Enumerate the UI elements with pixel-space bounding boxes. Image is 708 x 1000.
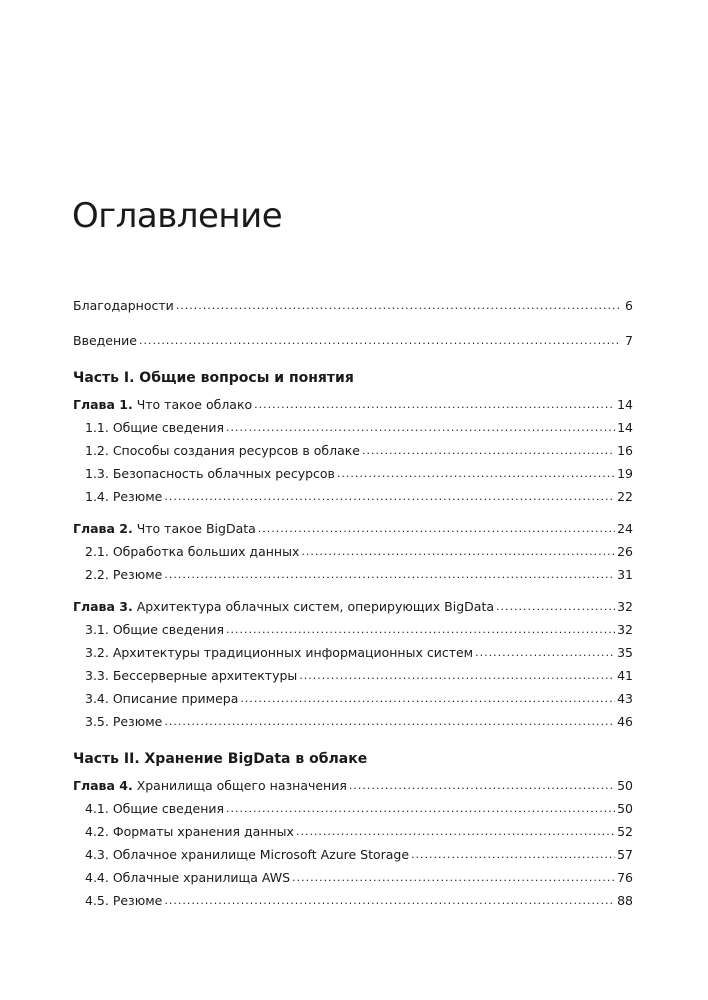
- toc-entry-page: 7: [625, 333, 633, 348]
- section-label: 3.1. Общие сведения: [85, 622, 225, 637]
- section-label: 3.4. Описание примера: [85, 691, 239, 706]
- section-entry[interactable]: [73, 693, 633, 716]
- dot-leader: [475, 647, 615, 658]
- toc-entry-page: 43: [617, 691, 633, 706]
- toc-entry-page: 41: [617, 668, 633, 683]
- section-label: 1.1. Общие сведения: [85, 420, 225, 435]
- section-entry[interactable]: [73, 422, 633, 445]
- section-entry[interactable]: [73, 716, 633, 739]
- toc-entry-page: 50: [617, 801, 633, 816]
- dot-leader: [139, 335, 619, 346]
- dot-leader: [296, 826, 615, 837]
- toc-entry-page: 52: [617, 824, 633, 839]
- section-entry[interactable]: [73, 647, 633, 670]
- toc-entry-page: 57: [617, 847, 633, 862]
- toc-entry-page: 6: [625, 298, 633, 313]
- section-entry[interactable]: [73, 872, 633, 895]
- section-label: 2.2. Резюме: [85, 567, 163, 582]
- section-entry[interactable]: [73, 624, 633, 647]
- section-entry[interactable]: [73, 826, 633, 849]
- section-label: 4.2. Форматы хранения данных: [85, 824, 294, 839]
- section-entry[interactable]: [73, 546, 633, 569]
- section-entry[interactable]: [73, 468, 633, 491]
- section-label: 2.1. Обработка больших данных: [85, 544, 300, 559]
- toc-entry-page: 32: [617, 622, 633, 637]
- toc-entry-page: 88: [617, 893, 633, 908]
- dot-leader: [301, 546, 615, 557]
- page-title: Оглавление: [72, 196, 283, 236]
- toc-entry-page: 35: [617, 645, 633, 660]
- dot-leader: [164, 569, 615, 580]
- chapter-number: Глава 4.: [73, 778, 133, 793]
- chapter-title: Что такое облако: [136, 397, 253, 412]
- toc-entry-page: 50: [617, 778, 633, 793]
- section-label: 4.4. Облачные хранилища AWS: [85, 870, 291, 885]
- dot-leader: [254, 399, 615, 410]
- section-entry[interactable]: [73, 445, 633, 468]
- dot-leader: [226, 803, 615, 814]
- section-entry[interactable]: [73, 803, 633, 826]
- dot-leader: [362, 445, 615, 456]
- chapter-entry[interactable]: [73, 399, 633, 422]
- toc-entry-page: 19: [617, 466, 633, 481]
- toc-entry-label: Благодарности: [73, 298, 174, 313]
- toc-entry-page: 31: [617, 567, 633, 582]
- chapter-number: Глава 1.: [73, 397, 133, 412]
- toc-entry-page: 14: [617, 397, 633, 412]
- dot-leader: [337, 468, 615, 479]
- part-heading: Часть II. Хранение BigData в облаке: [73, 751, 368, 767]
- part-heading: Часть I. Общие вопросы и понятия: [73, 370, 354, 386]
- chapter-entry[interactable]: [73, 601, 633, 624]
- chapter-title: Что такое BigData: [136, 521, 256, 536]
- section-label: 3.3. Бессерверные архитектуры: [85, 668, 298, 683]
- section-label: 1.3. Безопасность облачных ресурсов: [85, 466, 335, 481]
- dot-leader: [164, 491, 615, 502]
- dot-leader: [226, 422, 615, 433]
- dot-leader: [164, 716, 615, 727]
- chapter-number: Глава 2.: [73, 521, 133, 536]
- chapter-number: Глава 3.: [73, 599, 133, 614]
- toc-entry-page: 26: [617, 544, 633, 559]
- chapter-title: Хранилища общего назначения: [136, 778, 347, 793]
- dot-leader: [240, 693, 615, 704]
- section-label: 4.5. Резюме: [85, 893, 163, 908]
- dot-leader: [292, 872, 615, 883]
- dot-leader: [164, 895, 615, 906]
- dot-leader: [349, 780, 615, 791]
- dot-leader: [496, 601, 615, 612]
- section-entry[interactable]: [73, 569, 633, 592]
- dot-leader: [226, 624, 615, 635]
- toc-entry-page: 76: [617, 870, 633, 885]
- section-label: 3.5. Резюме: [85, 714, 163, 729]
- section-label: 1.4. Резюме: [85, 489, 163, 504]
- dot-leader: [258, 523, 615, 534]
- toc-entry-page: 16: [617, 443, 633, 458]
- section-label: 4.1. Общие сведения: [85, 801, 225, 816]
- toc-entry-label: Введение: [73, 333, 137, 348]
- dot-leader: [176, 300, 619, 311]
- toc-entry-page: 32: [617, 599, 633, 614]
- toc-entry-page: 22: [617, 489, 633, 504]
- toc-entry-page: 24: [617, 521, 633, 536]
- toc-entry[interactable]: [73, 300, 633, 323]
- section-entry[interactable]: [73, 849, 633, 872]
- section-entry[interactable]: [73, 670, 633, 693]
- chapter-entry[interactable]: [73, 780, 633, 803]
- section-entry[interactable]: [73, 895, 633, 918]
- section-label: 3.2. Архитектуры традиционных информационных систем: [85, 645, 474, 660]
- toc-entry-page: 46: [617, 714, 633, 729]
- section-entry[interactable]: [73, 491, 633, 514]
- dot-leader: [411, 849, 615, 860]
- dot-leader: [299, 670, 615, 681]
- table-of-contents: [73, 300, 633, 918]
- chapter-title: Архитектура облачных систем, оперирующих BigData: [136, 599, 495, 614]
- chapter-entry[interactable]: [73, 523, 633, 546]
- section-label: 4.3. Облачное хранилище Microsoft Azure Storage: [85, 847, 410, 862]
- toc-entry-page: 14: [617, 420, 633, 435]
- toc-entry[interactable]: [73, 335, 633, 358]
- section-label: 1.2. Способы создания ресурсов в облаке: [85, 443, 360, 458]
